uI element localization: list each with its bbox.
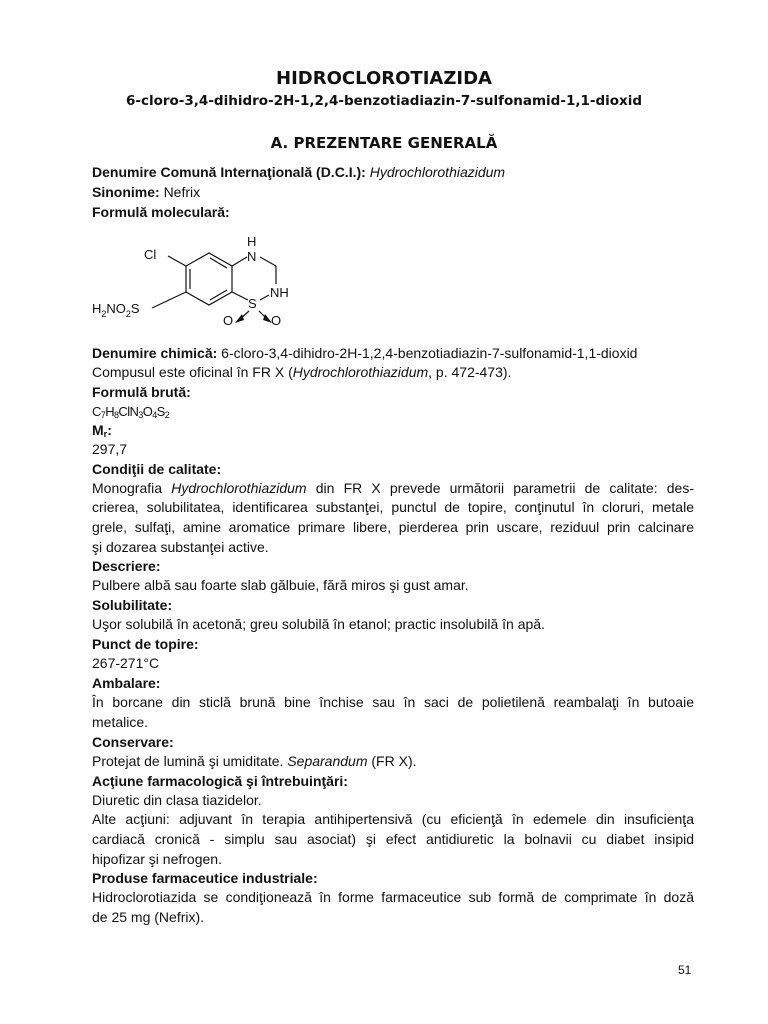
denumire-chimica-line [92,344,694,364]
actiune-label: Acţiune farmacologică şi întrebuinţări: [92,773,348,789]
atom-nh: NH [270,285,289,300]
page-number: 51 [678,963,692,977]
conditii-line-2: crierea, solubilitatea, identificarea substanţei, punctul de topire, conţinutul în cloruri, metale [92,499,694,515]
oficinal-text: Compusul este oficinal în FR X ( [92,364,293,380]
atom-h: H [247,234,257,249]
sinonime-line [92,183,694,203]
descriere-label: Descriere: [92,558,161,574]
actiune-line-3: cardiacă cronică - simplu sau asociat) şi efect antidiuretic la bolnavii cu diabet insipid [92,831,694,847]
conditii-text-1b: din FR X prevede următorii parametrii de calitate: des- [306,480,694,496]
molecular-structure-diagram [88,228,318,340]
atom-s: S [248,296,257,311]
conservare-label: Conservare: [92,734,174,750]
sinonime-label: Sinonime: [92,184,160,200]
solubilitate-value: Uşor solubilă în acetonă; greu solubilă în etanol; practic insolubilă în apă. [92,616,545,632]
produse-label: Produse farmaceutice industriale: [92,870,318,886]
mr-label: $M_r$: [92,422,112,439]
ambalare-line-2: metalice. [92,714,149,730]
oficinal-name: Hydrochlorothiazidum [292,364,429,380]
oficinal-line [92,363,694,383]
atom-o-right: O [271,313,282,328]
dci-value: Hydrochlorothiazidum [369,164,506,180]
formula-bruta-label: Formulă brută: [92,384,191,400]
conservare-text: Protejat de lumină şi umiditate. [92,753,288,769]
page-title: HIDROCLOROTIAZIDA [276,68,492,89]
produse-line-2: de 25 mg (Nefrix). [92,909,205,925]
conservare-name: Separandum [287,753,368,769]
punct-topire-value: 267-271°C [92,655,160,671]
denumire-chimica-label: Denumire chimică: [92,345,218,361]
actiune-line-2: Alte acţiuni: adjuvant în terapia antihipertensivă (cu eficienţă în edemele din insuficienţa [92,811,694,827]
conditii-line-3: grele, sulfaţi, amine aromatice primare libere, pierderea prin uscare, reziduul prin calcinare [92,519,694,535]
produse-line-1: Hidroclorotiazida se condiţionează în forme farmaceutice sub formă de comprimate în doză [92,889,694,905]
section-heading: A. PREZENTARE GENERALĂ [270,134,498,152]
structure-bonds [152,253,276,320]
ambalare-label: Ambalare: [92,675,161,691]
atom-n: N [247,249,257,264]
descriere-value: Pulbere albă sau foarte slab gălbuie, fără miros şi gust amar. [92,577,469,593]
conditii-label: Condiţii de calitate: [92,461,222,477]
atom-o-left: O [223,313,234,328]
conditii-line-4: şi dozarea substanţei active. [92,539,269,555]
oficinal-ref: , p. 472-473). [428,364,512,380]
mr-value: 297,7 [92,441,128,457]
sinonime-value: Nefrix [163,184,201,200]
chemical-name-subtitle: 6-cloro-3,4-dihidro-2H-1,2,4-benzotiadiazin-7-sulfonamid-1,1-dioxid [125,93,643,109]
group-sulfonamide: $H_2NO_2S$ [92,301,140,319]
actiune-line-4: hipofizar şi nefrogen. [92,851,222,867]
actiune-line-1: Diuretic din clasa tiazidelor. [92,792,262,808]
conservare-ref: (FR X). [367,753,417,769]
conditii-monograph-name: Hydrochlorothiazidum [171,480,307,496]
dci-line [92,163,694,183]
conditii-text-1a: Monografia [92,480,172,496]
denumire-chimica-value: 6-cloro-3,4-dihidro-2H-1,2,4-benzotiadiazin-7-sulfonamid-1,1-dioxid [221,345,638,361]
punct-topire-label: Punct de topire: [92,636,199,652]
dci-label: Denumire Comună Internaţională (D.C.I.): [92,164,366,180]
conservare-line [92,752,694,772]
solubilitate-label: Solubilitate: [92,597,173,613]
arrow-head-left [235,314,244,323]
atom-cl: Cl [144,247,157,262]
conditii-line-1 [92,479,694,499]
ambalare-line-1: În borcane din sticlă brună bine închise sau în saci de polietilenă reambalaţi în butoaie [92,694,694,710]
formula-bruta-value: $C_7H_8ClN_3O_4S_2$ [92,404,170,420]
formula-moleculara-label: Formulă moleculară: [92,204,230,220]
